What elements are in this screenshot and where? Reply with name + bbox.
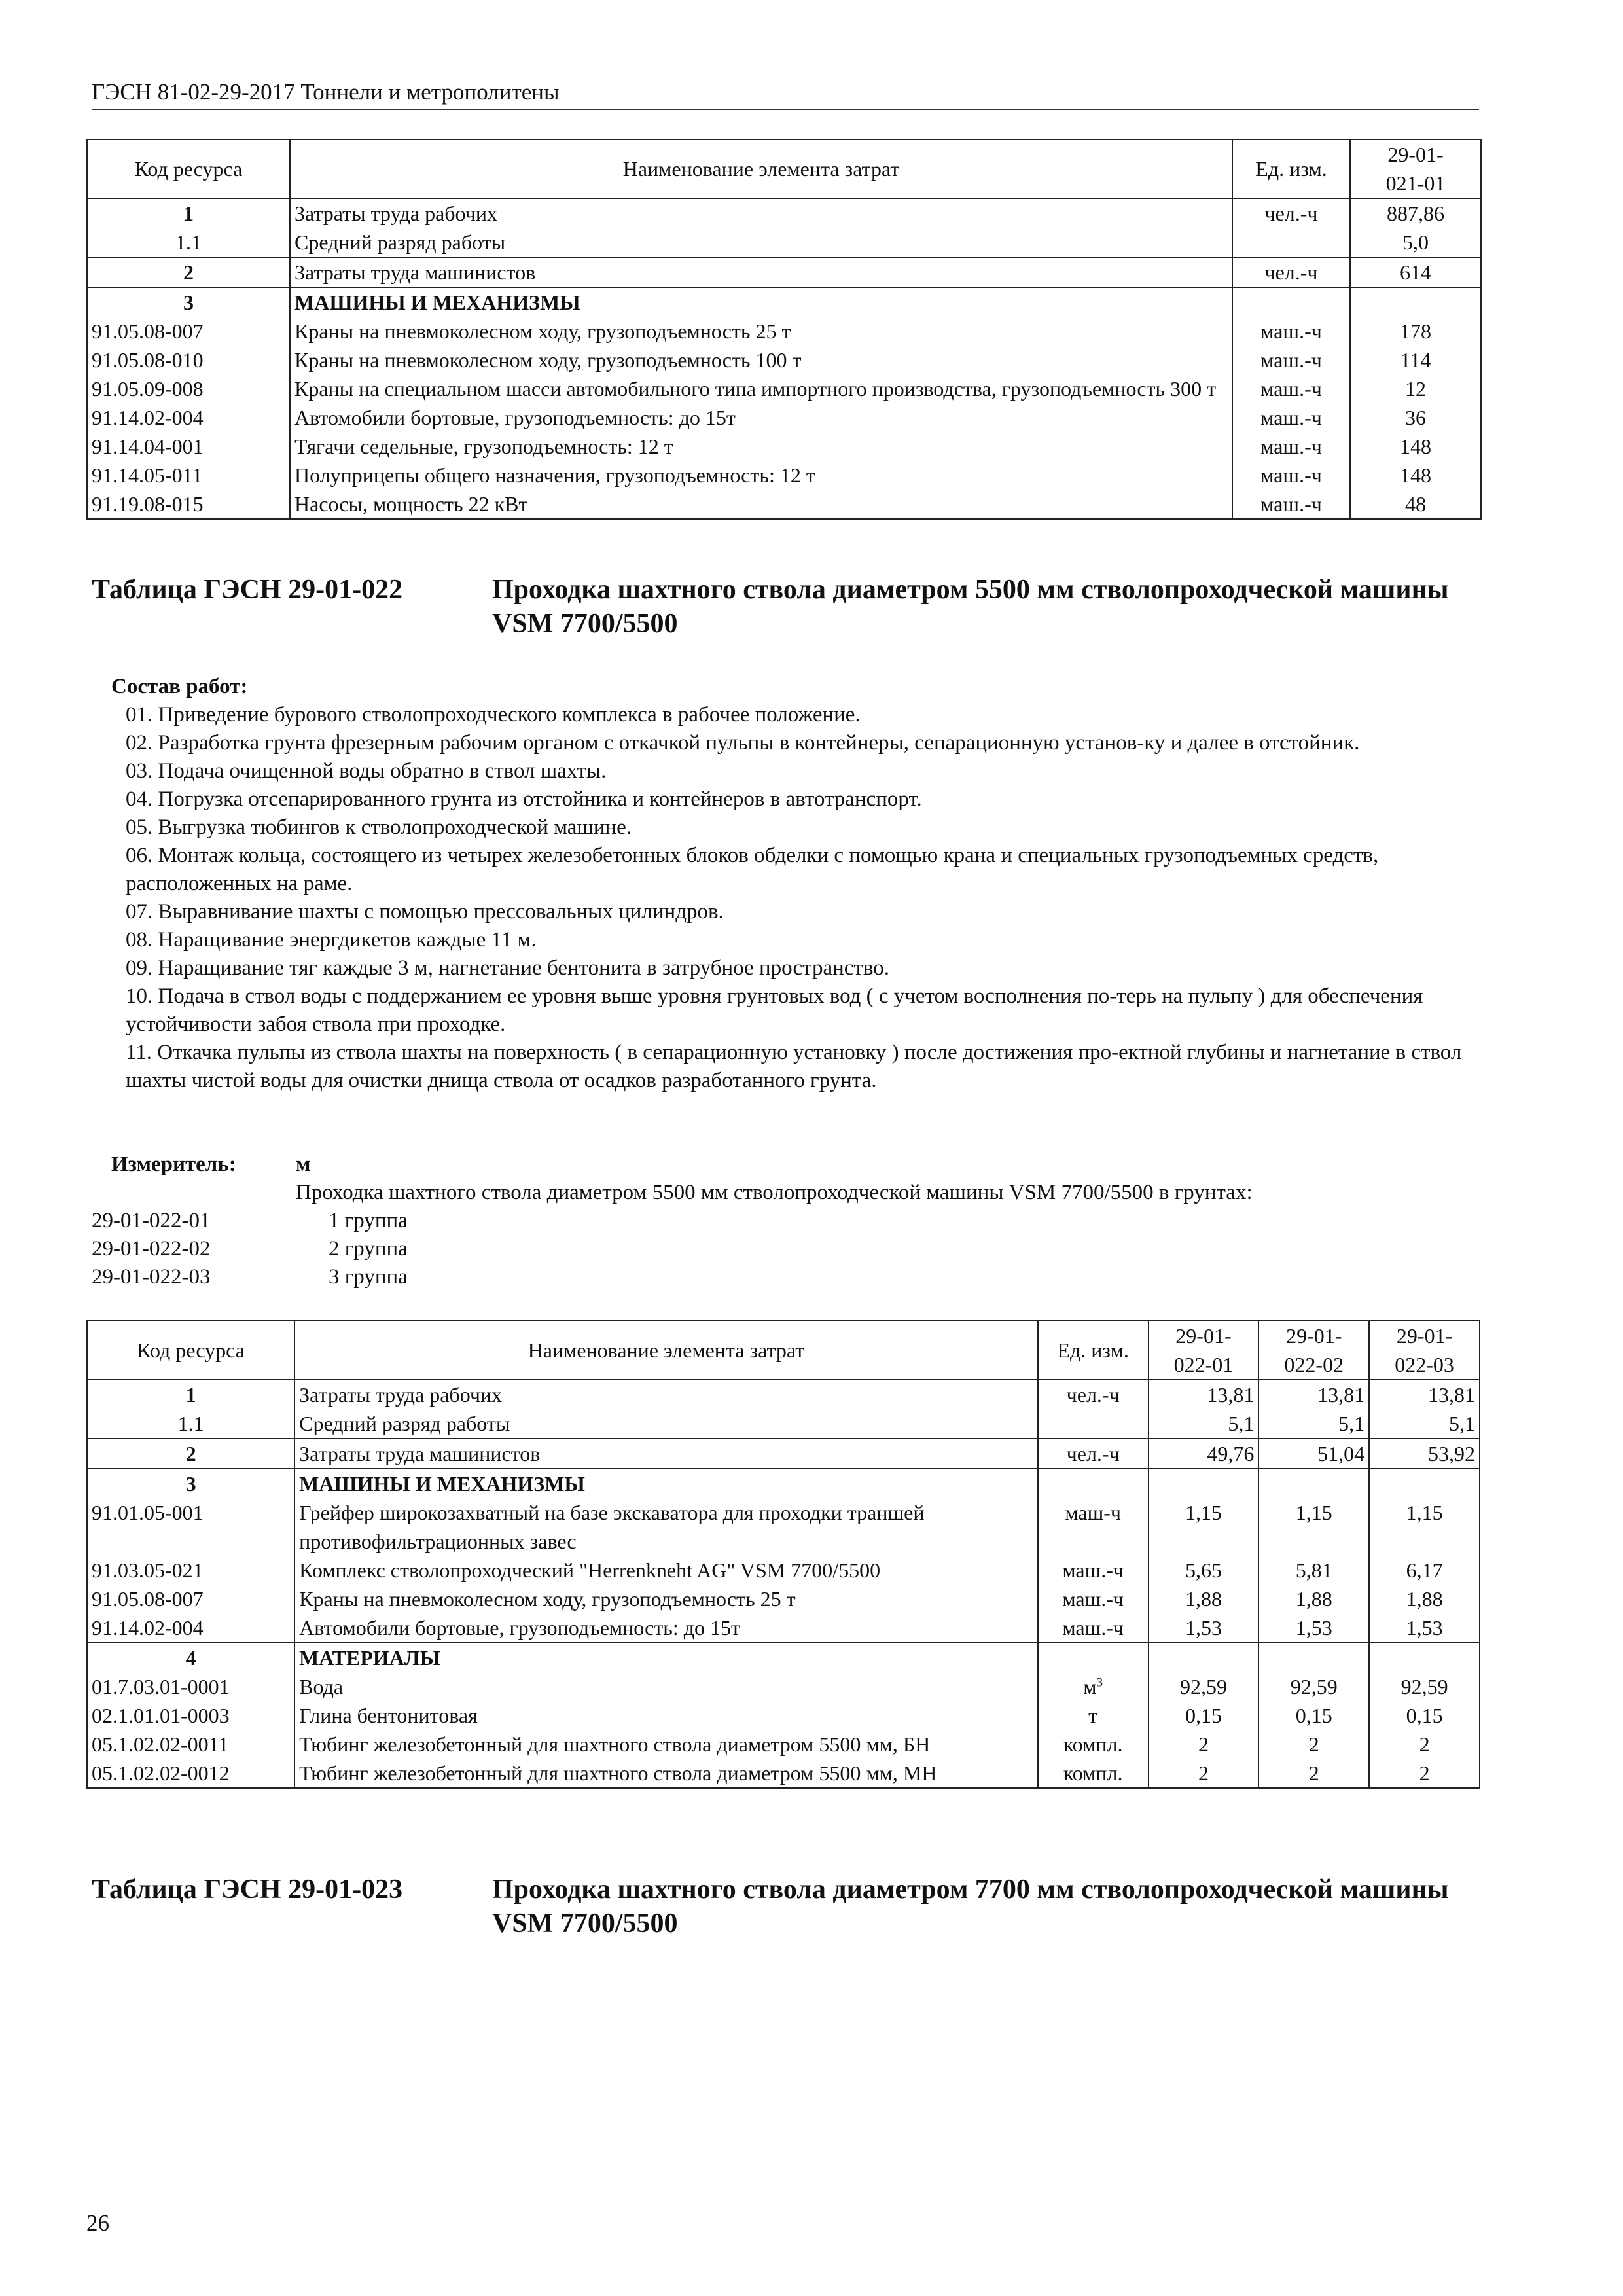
norm-value-3: 5,1 <box>1369 1409 1480 1439</box>
resource-unit <box>1232 490 1350 519</box>
resource-code: 91.19.08-015 <box>87 490 290 519</box>
resource-name: Автомобили бортовые, грузоподъемность: до 15т <box>290 403 1232 432</box>
norm-value-3: 2 <box>1369 1730 1480 1759</box>
resource-name: Тюбинг железобетонный для шахтного ствола диаметром 5500 мм, БН <box>294 1730 1038 1759</box>
table-header-row <box>87 1321 1480 1380</box>
resource-name: Краны на пневмоколесном ходу, грузоподъемность 100 т <box>290 346 1232 374</box>
norm-value-1: 48 <box>1350 490 1481 519</box>
col-header-code: Код ресурса <box>87 1321 294 1380</box>
table-row <box>87 490 1481 519</box>
table-row <box>87 461 1481 490</box>
measurer-group-row <box>92 1235 1479 1263</box>
resource-unit <box>1232 198 1350 228</box>
resource-code: 05.1.02.02-0012 <box>87 1759 294 1788</box>
norm-value-2: 1,88 <box>1258 1585 1369 1613</box>
measurer-unit: м <box>296 1153 311 1176</box>
table-header-row <box>87 139 1481 198</box>
norm-value-1: 49,76 <box>1149 1439 1259 1469</box>
norm-value-1: 0,15 <box>1149 1701 1259 1730</box>
resource-unit <box>1232 461 1350 490</box>
norm-value-2: 2 <box>1258 1759 1369 1788</box>
norm-value-2: 0,15 <box>1258 1701 1369 1730</box>
norm-value-2: 92,59 <box>1258 1672 1369 1701</box>
resource-code: 02.1.01.01-0003 <box>87 1701 294 1730</box>
resource-name: Средний разряд работы <box>294 1409 1038 1439</box>
col-header-value: 29-01- 021-01 <box>1350 139 1481 198</box>
table-name: Проходка шахтного ствола диаметром 5500 мм стволопроходческой машины VSM 7700/5500 <box>492 575 1449 639</box>
resource-code: 91.05.09-008 <box>87 374 290 403</box>
resource-unit <box>1038 1613 1149 1643</box>
resource-code: 1.1 <box>87 228 290 257</box>
resource-unit <box>1038 1672 1149 1701</box>
resource-code: 91.14.04-001 <box>87 432 290 461</box>
unit-text: чел.-ч <box>1066 1442 1120 1465</box>
table-row <box>87 1643 1480 1672</box>
work-item: 01. Приведение бурового стволопроходческого комплекса в рабочее положение. <box>126 703 861 726</box>
table-row <box>87 1439 1480 1469</box>
col-header-value-2: 29-01- 022-02 <box>1258 1321 1369 1380</box>
col-header-unit: Ед. изм. <box>1038 1321 1149 1380</box>
norm-value-1: 887,86 <box>1350 198 1481 228</box>
norm-value-3: 53,92 <box>1369 1439 1480 1469</box>
resource-name: Затраты труда машинистов <box>290 257 1232 287</box>
norm-value-3: 1,53 <box>1369 1613 1480 1643</box>
unit-text: маш.-ч <box>1260 406 1322 429</box>
table-row <box>87 1613 1480 1643</box>
work-item: 08. Наращивание энергдикетов каждые 11 м. <box>126 928 537 952</box>
unit-text: маш.-ч <box>1260 435 1322 458</box>
norm-value-2: 1,15 <box>1258 1498 1369 1556</box>
unit-text: чел.-ч <box>1066 1383 1120 1407</box>
norm-value-1 <box>1149 1643 1259 1672</box>
work-item: 07. Выравнивание шахты с помощью прессовальных цилиндров. <box>126 900 724 924</box>
norm-value-2 <box>1258 1643 1369 1672</box>
resource-code: 91.05.08-010 <box>87 346 290 374</box>
resource-name: Полуприцепы общего назначения, грузоподъемность: 12 т <box>290 461 1232 490</box>
norm-value-2 <box>1258 1469 1369 1498</box>
resource-unit <box>1232 432 1350 461</box>
resource-unit <box>1038 1439 1149 1469</box>
norm-value-1: 2 <box>1149 1759 1259 1788</box>
resource-name: Затраты труда машинистов <box>294 1439 1038 1469</box>
resource-code: 91.05.08-007 <box>87 1585 294 1613</box>
col-header-value-3: 29-01- 022-03 <box>1369 1321 1480 1380</box>
resource-code: 3 <box>87 1469 294 1498</box>
resource-code: 1.1 <box>87 1409 294 1439</box>
norm-value-1: 36 <box>1350 403 1481 432</box>
resource-name: Тюбинг железобетонный для шахтного ствола диаметром 5500 мм, МН <box>294 1759 1038 1788</box>
table-row <box>87 287 1481 317</box>
resource-name: Автомобили бортовые, грузоподъемность: до 15т <box>294 1613 1038 1643</box>
work-item: 10. Подача в ствол воды с поддержанием ее уровня выше уровня грунтовых вод ( с учетом восполнения по-терь на пульпу ) для обеспечения устойчивости забоя ствола при проходке. <box>126 984 1423 1036</box>
unit-text: маш.-ч <box>1260 348 1322 372</box>
table-row <box>87 374 1481 403</box>
table-name: Проходка шахтного ствола диаметром 7700 мм стволопроходческой машины VSM 7700/5500 <box>492 1874 1449 1939</box>
resource-name: МАШИНЫ И МЕХАНИЗМЫ <box>294 1469 1038 1498</box>
unit-text: маш.-ч <box>1062 1587 1124 1611</box>
norm-value-3: 92,59 <box>1369 1672 1480 1701</box>
table-row <box>87 1469 1480 1498</box>
norm-value-2: 5,81 <box>1258 1556 1369 1585</box>
table-row <box>87 228 1481 257</box>
resource-table-022 <box>86 1320 1480 1789</box>
norm-value-1: 614 <box>1350 257 1481 287</box>
table-row <box>87 1498 1480 1556</box>
resource-code: 91.14.05-011 <box>87 461 290 490</box>
unit-text: чел.-ч <box>1264 202 1318 225</box>
resource-name: Краны на пневмоколесном ходу, грузоподъемность 25 т <box>294 1585 1038 1613</box>
unit-text: компл. <box>1063 1761 1123 1785</box>
unit-text: компл. <box>1063 1732 1123 1756</box>
resource-code: 91.03.05-021 <box>87 1556 294 1585</box>
resource-code: 91.14.02-004 <box>87 1613 294 1643</box>
resource-code: 91.14.02-004 <box>87 403 290 432</box>
norm-value-3: 13,81 <box>1369 1380 1480 1409</box>
unit-text: маш.-ч <box>1260 492 1322 516</box>
resource-code: 05.1.02.02-0011 <box>87 1730 294 1759</box>
resource-name: Насосы, мощность 22 кВт <box>290 490 1232 519</box>
table-row <box>87 1672 1480 1701</box>
table-row <box>87 317 1481 346</box>
unit-text: чел.-ч <box>1264 260 1318 284</box>
resource-unit <box>1232 287 1350 317</box>
resource-name: Комплекс стволопроходческий "Herrenkneht AG" VSM 7700/5500 <box>294 1556 1038 1585</box>
norm-value-1: 148 <box>1350 461 1481 490</box>
resource-unit <box>1038 1409 1149 1439</box>
page-header: ГЭСН 81-02-29-2017 Тоннели и метрополитены <box>92 77 1479 110</box>
unit-text: маш.-ч <box>1062 1616 1124 1640</box>
col-header-code: Код ресурса <box>87 139 290 198</box>
resource-unit <box>1232 228 1350 257</box>
unit-text: м <box>1083 1675 1097 1698</box>
unit-text: маш.-ч <box>1260 319 1322 343</box>
table-row <box>87 1759 1480 1788</box>
norm-value-1: 148 <box>1350 432 1481 461</box>
resource-name: Тягачи седельные, грузоподъемность: 12 т <box>290 432 1232 461</box>
table-row <box>87 1556 1480 1585</box>
resource-unit <box>1038 1498 1149 1556</box>
table-row <box>87 1730 1480 1759</box>
table-row <box>87 1409 1480 1439</box>
norm-value-1: 5,65 <box>1149 1556 1259 1585</box>
work-item: 03. Подача очищенной воды обратно в ствол шахты. <box>126 759 607 783</box>
resource-unit <box>1038 1643 1149 1672</box>
norm-value-2: 1,53 <box>1258 1613 1369 1643</box>
soil-group: 2 группа <box>329 1237 408 1261</box>
norm-value-3: 0,15 <box>1369 1701 1480 1730</box>
work-item: 06. Монтаж кольца, состоящего из четырех железобетонных блоков обделки с помощью крана и специальных грузоподъемных средств, расположенных на раме. <box>126 844 1379 895</box>
work-item: 04. Погрузка отсепарированного грунта из отстойника и контейнеров в автотранспорт. <box>126 787 922 811</box>
composition-heading: Состав работ: <box>111 675 248 698</box>
norm-value-1: 12 <box>1350 374 1481 403</box>
resource-unit <box>1232 346 1350 374</box>
norm-value-2: 13,81 <box>1258 1380 1369 1409</box>
resource-unit <box>1038 1759 1149 1788</box>
resource-unit <box>1038 1556 1149 1585</box>
norm-value-2: 2 <box>1258 1730 1369 1759</box>
norm-code: 29-01-022-02 <box>92 1237 211 1261</box>
soil-group: 3 группа <box>329 1265 408 1289</box>
resource-code: 3 <box>87 287 290 317</box>
norm-value-3 <box>1369 1643 1480 1672</box>
norm-value-1 <box>1149 1469 1259 1498</box>
resource-name: Краны на специальном шасси автомобильного типа импортного производства, грузоподъемность 300 т <box>290 374 1232 403</box>
table-title-022 <box>92 573 1479 645</box>
resource-name: Грейфер широкозахватный на базе экскаватора для проходки траншей противофильтрационных завес <box>294 1498 1038 1556</box>
soil-group: 1 группа <box>329 1209 408 1232</box>
norm-value-1: 1,53 <box>1149 1613 1259 1643</box>
resource-code: 2 <box>87 1439 294 1469</box>
norm-value-1: 2 <box>1149 1730 1259 1759</box>
col-header-unit: Ед. изм. <box>1232 139 1350 198</box>
norm-value-2: 5,1 <box>1258 1409 1369 1439</box>
norm-value-1: 5,1 <box>1149 1409 1259 1439</box>
unit-text: т <box>1088 1704 1098 1727</box>
resource-table-021 <box>86 139 1482 520</box>
resource-code: 1 <box>87 1380 294 1409</box>
norm-value-3: 2 <box>1369 1759 1480 1788</box>
measurer-group-row <box>92 1207 1479 1235</box>
resource-name: Краны на пневмоколесном ходу, грузоподъемность 25 т <box>290 317 1232 346</box>
work-composition <box>92 673 1479 1095</box>
norm-code: 29-01-022-03 <box>92 1265 211 1289</box>
resource-name: Средний разряд работы <box>290 228 1232 257</box>
resource-unit <box>1038 1469 1149 1498</box>
norm-value-3: 1,88 <box>1369 1585 1480 1613</box>
table-row <box>87 257 1481 287</box>
resource-unit <box>1232 374 1350 403</box>
norm-value-1: 114 <box>1350 346 1481 374</box>
unit-text: маш.-ч <box>1260 463 1322 487</box>
norm-value-1 <box>1350 287 1481 317</box>
table-row <box>87 198 1481 228</box>
unit-text: маш-ч <box>1065 1501 1121 1524</box>
resource-name: МАШИНЫ И МЕХАНИЗМЫ <box>290 287 1232 317</box>
unit-text: маш.-ч <box>1260 377 1322 401</box>
resource-unit <box>1038 1585 1149 1613</box>
measurer-label: Измеритель: <box>111 1153 236 1176</box>
measurer-description: Проходка шахтного ствола диаметром 5500 мм стволопроходческой машины VSM 7700/5500 в грунтах: <box>296 1181 1253 1204</box>
table-row <box>87 1701 1480 1730</box>
resource-code: 1 <box>87 198 290 228</box>
page-number: 26 <box>86 2210 109 2236</box>
table-row <box>87 1380 1480 1409</box>
norm-value-1: 13,81 <box>1149 1380 1259 1409</box>
unit-text: маш.-ч <box>1062 1558 1124 1582</box>
norm-value-2: 51,04 <box>1258 1439 1369 1469</box>
norm-value-3 <box>1369 1469 1480 1498</box>
col-header-name: Наименование элемента затрат <box>290 139 1232 198</box>
work-item: 02. Разработка грунта фрезерным рабочим органом с откачкой пульпы в контейнеры, сепарационную установ-ку и далее в отстойник. <box>126 731 1360 755</box>
work-item: 11. Откачка пульпы из ствола шахты на поверхность ( в сепарационную установку ) после достижения про-ектной глубины и нагнетание в ствол шахты чистой воды для очистки днища ствола от осадков разработанного грунта. <box>126 1041 1462 1092</box>
measurer-block <box>92 1151 1479 1291</box>
table-row <box>87 1585 1480 1613</box>
resource-unit <box>1038 1730 1149 1759</box>
col-header-name: Наименование элемента затрат <box>294 1321 1038 1380</box>
norm-value-1: 1,88 <box>1149 1585 1259 1613</box>
resource-name: Затраты труда рабочих <box>294 1380 1038 1409</box>
norm-value-1: 92,59 <box>1149 1672 1259 1701</box>
resource-code: 01.7.03.01-0001 <box>87 1672 294 1701</box>
resource-unit <box>1038 1701 1149 1730</box>
resource-unit <box>1038 1380 1149 1409</box>
table-row <box>87 432 1481 461</box>
norm-value-1: 5,0 <box>1350 228 1481 257</box>
resource-name: Глина бентонитовая <box>294 1701 1038 1730</box>
col-header-value-1: 29-01- 022-01 <box>1149 1321 1259 1380</box>
resource-name: Вода <box>294 1672 1038 1701</box>
table-title-023 <box>92 1873 1479 1945</box>
resource-code: 91.05.08-007 <box>87 317 290 346</box>
resource-code: 4 <box>87 1643 294 1672</box>
resource-unit <box>1232 317 1350 346</box>
resource-code: 91.01.05-001 <box>87 1498 294 1556</box>
norm-value-1: 1,15 <box>1149 1498 1259 1556</box>
work-item: 09. Наращивание тяг каждые 3 м, нагнетание бентонита в затрубное пространство. <box>126 956 889 980</box>
measurer-group-row <box>92 1263 1479 1291</box>
norm-code: 29-01-022-01 <box>92 1209 211 1232</box>
resource-unit <box>1232 257 1350 287</box>
resource-code: 2 <box>87 257 290 287</box>
norm-value-3: 6,17 <box>1369 1556 1480 1585</box>
work-item: 05. Выгрузка тюбингов к стволопроходческой машине. <box>126 816 632 839</box>
norm-value-1: 178 <box>1350 317 1481 346</box>
unit-exponent: 3 <box>1096 1676 1103 1690</box>
norm-value-3: 1,15 <box>1369 1498 1480 1556</box>
resource-name: МАТЕРИАЛЫ <box>294 1643 1038 1672</box>
resource-name: Затраты труда рабочих <box>290 198 1232 228</box>
resource-unit <box>1232 403 1350 432</box>
table-row <box>87 403 1481 432</box>
table-number: Таблица ГЭСН 29-01-023 <box>92 1874 403 1905</box>
table-row <box>87 346 1481 374</box>
table-number: Таблица ГЭСН 29-01-022 <box>92 575 403 605</box>
